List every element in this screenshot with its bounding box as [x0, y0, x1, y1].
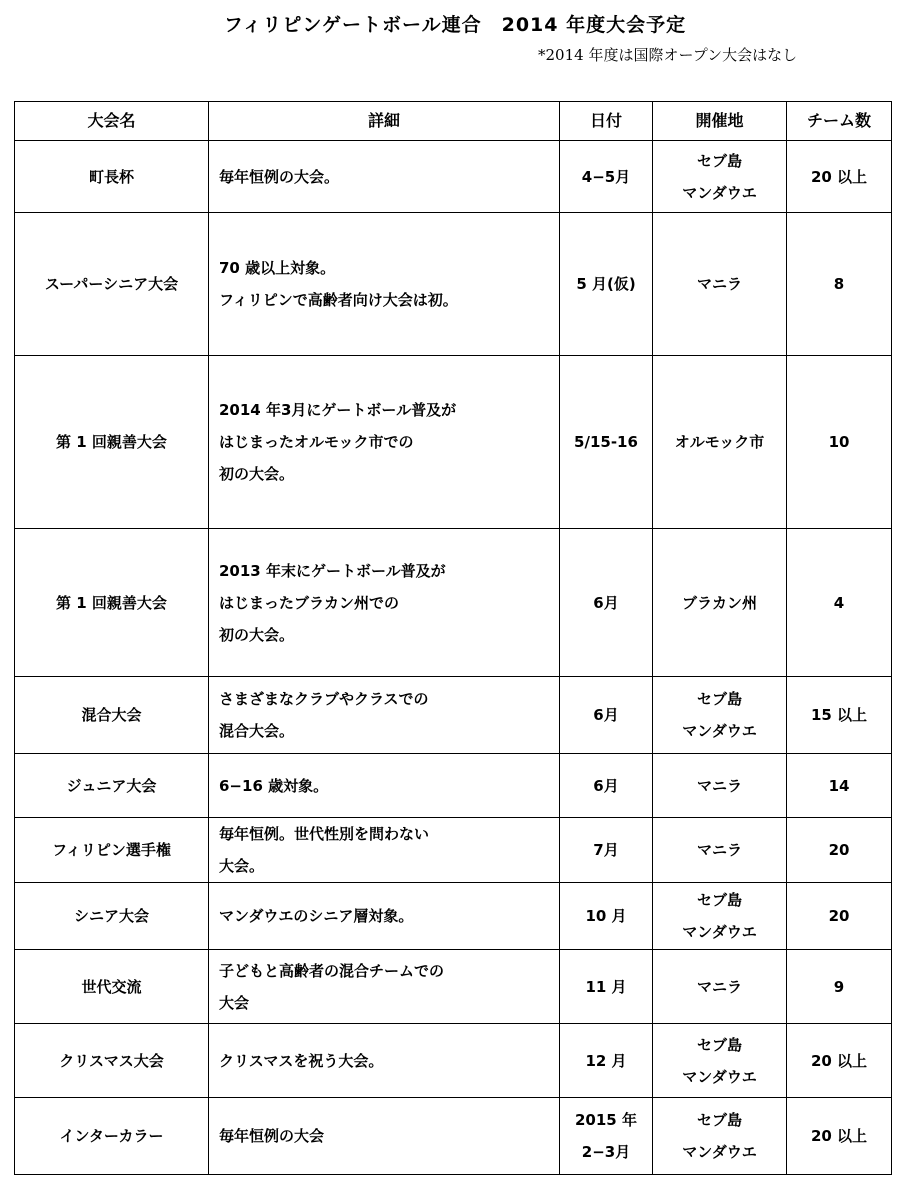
team-count-cell	[787, 356, 892, 529]
details-cell-line: はじまったブラカン州での	[219, 593, 400, 612]
table-row	[15, 818, 892, 883]
tournament-name-cell	[15, 818, 209, 883]
venue-cell-line: マニラ	[696, 977, 742, 996]
date-cell-line: 2−3月	[581, 1143, 631, 1161]
tournament-name-cell	[15, 1024, 209, 1098]
team-count-cell-line: 9	[833, 977, 845, 996]
venue-cell	[653, 141, 787, 213]
details-cell	[209, 141, 560, 213]
details-cell	[209, 1098, 560, 1175]
tournament-name-cell	[15, 677, 209, 754]
venue-cell	[653, 818, 787, 883]
document-title: フィリピンゲートボール連合 2014 年度大会予定	[223, 14, 687, 36]
venue-cell	[653, 356, 787, 529]
team-count-cell	[787, 1098, 892, 1175]
details-cell-line: 混合大会。	[219, 722, 295, 740]
venue-cell	[653, 529, 787, 677]
details-cell-line: 大会	[219, 993, 250, 1012]
team-count-cell	[787, 818, 892, 883]
details-cell-line: フィリピンで高齢者向け大会は初。	[219, 291, 458, 309]
tournament-name-cell	[15, 213, 209, 356]
table-row	[15, 213, 892, 356]
table-row	[15, 141, 892, 213]
team-count-cell-line: 10	[828, 433, 850, 451]
tournament-name-cell-line: 町長杯	[88, 167, 134, 186]
venue-cell-line: マンダウエ	[682, 722, 757, 740]
team-count-cell-line: 20	[828, 907, 850, 925]
tournament-name-cell-line: ジュニア大会	[66, 776, 157, 795]
venue-cell-line: マンダウエ	[682, 1143, 757, 1161]
details-cell-line: 2014 年3月にゲートボール普及が	[219, 401, 457, 419]
date-cell-line: 4−5月	[581, 167, 631, 186]
venue-cell-line: セブ島	[696, 151, 742, 170]
details-cell	[209, 529, 560, 677]
details-cell-line: クリスマスを祝う大会。	[219, 1051, 384, 1070]
date-cell-line: 6月	[593, 593, 619, 612]
venue-cell	[653, 950, 787, 1024]
venue-cell-line: マンダウエ	[682, 183, 757, 202]
date-cell	[560, 356, 653, 529]
venue-cell	[653, 677, 787, 754]
tournament-name-cell	[15, 950, 209, 1024]
date-cell-line: 6月	[593, 776, 619, 795]
date-cell	[560, 213, 653, 356]
date-cell	[560, 818, 653, 883]
tournament-name-cell	[15, 1098, 209, 1175]
date-cell	[560, 883, 653, 950]
team-count-cell	[787, 1024, 892, 1098]
table-body	[15, 141, 892, 1175]
date-cell-line: 2015 年	[575, 1111, 637, 1129]
details-cell-line: さまざまなクラブやクラスでの	[219, 690, 429, 708]
details-cell-line: 70 歳以上対象。	[219, 259, 336, 277]
team-count-cell	[787, 677, 892, 754]
team-count-cell-line: 14	[828, 776, 850, 795]
tournament-name-cell-line: インターカラー	[59, 1127, 164, 1145]
date-cell	[560, 950, 653, 1024]
details-cell-line: 毎年恒例の大会。	[219, 167, 340, 186]
header-details: 詳細	[209, 102, 560, 141]
details-cell	[209, 1024, 560, 1098]
team-count-cell-line: 20 以上	[810, 167, 868, 186]
header-venue: 開催地	[653, 102, 787, 141]
details-cell-line: 子どもと高齢者の混合チームでの	[219, 961, 445, 980]
date-cell-line: 12 月	[585, 1051, 627, 1070]
date-cell-line: 5/15-16	[574, 433, 638, 451]
tournament-name-cell-line: 第 1 回親善大会	[56, 433, 167, 451]
table-row	[15, 950, 892, 1024]
date-cell-line: 10 月	[585, 907, 627, 925]
team-count-cell-line: 20 以上	[810, 1051, 868, 1070]
team-count-cell-line: 20 以上	[810, 1127, 868, 1145]
date-cell-line: 7月	[593, 841, 619, 859]
details-cell	[209, 213, 560, 356]
details-cell-line: 初の大会。	[219, 625, 295, 644]
details-cell-line: 初の大会。	[219, 465, 295, 483]
tournament-name-cell	[15, 356, 209, 529]
table-row	[15, 529, 892, 677]
table-row	[15, 356, 892, 529]
tournament-name-cell-line: 混合大会	[81, 706, 142, 724]
date-cell	[560, 141, 653, 213]
venue-cell-line: セブ島	[696, 690, 742, 708]
team-count-cell-line: 4	[833, 593, 845, 612]
venue-cell	[653, 1098, 787, 1175]
details-cell	[209, 677, 560, 754]
team-count-cell	[787, 141, 892, 213]
details-cell	[209, 754, 560, 818]
tournament-name-cell-line: シニア大会	[73, 907, 149, 925]
date-cell	[560, 1024, 653, 1098]
date-cell	[560, 754, 653, 818]
venue-cell-line: マニラ	[696, 776, 742, 795]
tournament-name-cell-line: スーパーシニア大会	[44, 275, 179, 293]
table-row	[15, 754, 892, 818]
header-row	[15, 102, 892, 141]
tournament-name-cell	[15, 529, 209, 677]
header-team-count: チーム数	[787, 102, 892, 141]
details-cell	[209, 950, 560, 1024]
details-cell	[209, 883, 560, 950]
team-count-cell	[787, 883, 892, 950]
date-cell-line: 11 月	[585, 977, 627, 996]
tournament-name-cell	[15, 141, 209, 213]
venue-cell-line: マニラ	[696, 275, 742, 293]
tournament-name-cell-line: 第 1 回親善大会	[56, 593, 167, 612]
date-cell	[560, 529, 653, 677]
venue-cell	[653, 213, 787, 356]
venue-cell	[653, 754, 787, 818]
details-cell-line: 大会。	[219, 857, 265, 875]
details-cell	[209, 818, 560, 883]
details-cell-line: はじまったオルモック市での	[219, 433, 414, 451]
tournament-name-cell	[15, 754, 209, 818]
details-cell-line: 6−16 歳対象。	[219, 776, 329, 795]
tournament-name-cell	[15, 883, 209, 950]
venue-cell-line: セブ島	[696, 891, 742, 909]
tournament-name-cell-line: 世代交流	[81, 977, 142, 996]
table-row	[15, 1098, 892, 1175]
details-cell-line: 毎年恒例の大会	[219, 1127, 325, 1145]
date-cell-line: 6月	[593, 706, 619, 724]
venue-cell	[653, 883, 787, 950]
team-count-cell-line: 20	[828, 841, 850, 859]
venue-cell-line: マンダウエ	[682, 923, 757, 941]
venue-cell-line: ブラカン州	[681, 593, 757, 612]
venue-cell	[653, 1024, 787, 1098]
document-note: *2014 年度は国際オープン大会はなし	[538, 46, 798, 64]
venue-cell-line: オルモック市	[674, 433, 765, 451]
team-count-cell-line: 8	[833, 275, 845, 293]
details-cell-line: 2013 年末にゲートボール普及が	[219, 561, 446, 580]
table-row	[15, 883, 892, 950]
team-count-cell	[787, 950, 892, 1024]
details-cell-line: 毎年恒例。世代性別を問わない	[219, 825, 430, 843]
venue-cell-line: セブ島	[696, 1111, 742, 1129]
date-cell	[560, 677, 653, 754]
team-count-cell-line: 15 以上	[810, 706, 868, 724]
tournament-name-cell-line: クリスマス大会	[59, 1051, 164, 1070]
table-header	[15, 102, 892, 141]
header-date: 日付	[560, 102, 653, 141]
table-row	[15, 677, 892, 754]
venue-cell-line: マニラ	[696, 841, 742, 859]
team-count-cell	[787, 213, 892, 356]
venue-cell-line: マンダウエ	[682, 1067, 757, 1086]
team-count-cell	[787, 529, 892, 677]
tournament-name-cell-line: フィリピン選手権	[52, 841, 171, 859]
date-cell-line: 5 月(仮)	[576, 275, 636, 293]
tournament-schedule-table	[14, 101, 892, 1175]
details-cell	[209, 356, 560, 529]
header-tournament-name: 大会名	[15, 102, 209, 141]
date-cell	[560, 1098, 653, 1175]
team-count-cell	[787, 754, 892, 818]
table-row	[15, 1024, 892, 1098]
details-cell-line: マンダウエのシニア層対象。	[219, 907, 414, 925]
venue-cell-line: セブ島	[696, 1035, 742, 1054]
